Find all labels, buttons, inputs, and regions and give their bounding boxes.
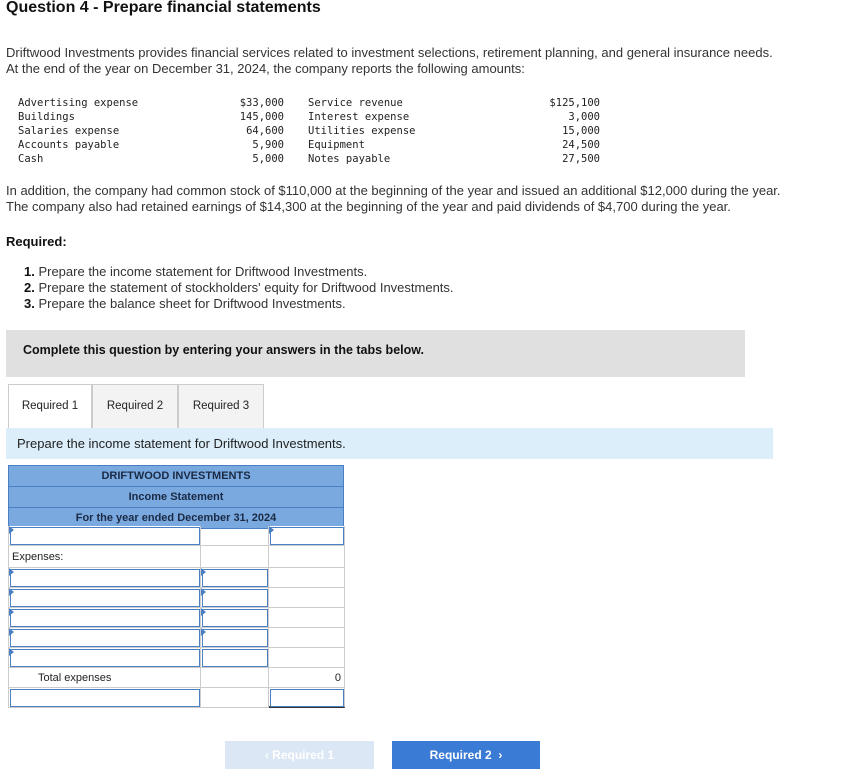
amount-cell [269, 628, 345, 648]
chevron-right-icon: › [495, 748, 503, 762]
required-item: 2. Prepare the statement of stockholders' equity for Driftwood Investments. [24, 280, 454, 295]
amount-label: Salaries expense [18, 125, 120, 137]
amount-label: Advertising expense [18, 97, 139, 109]
total-expenses-cell [269, 668, 345, 688]
amount-label: Buildings [18, 111, 75, 123]
amount-value: 27,500 [562, 153, 600, 165]
amount-value: 145,000 [239, 111, 284, 123]
amount-cell [269, 568, 345, 588]
required-item: 1. Prepare the income statement for Driftwood Investments. [24, 264, 368, 279]
account-select[interactable] [9, 688, 201, 708]
amount-label: Interest expense [308, 111, 410, 123]
expenses-label-cell [9, 546, 201, 568]
amount-cell [269, 608, 345, 628]
table-row [8, 688, 344, 708]
table-row [8, 526, 344, 546]
statement-grid [8, 526, 344, 708]
account-select[interactable] [9, 588, 201, 608]
amount-value: 64,600 [246, 125, 284, 137]
required-heading: Required: [6, 234, 67, 249]
total-expenses-label: Total expenses [38, 672, 112, 684]
amount-value: 3,000 [568, 111, 600, 123]
tab-required-1[interactable]: Required 1 [8, 384, 92, 430]
amount-input[interactable] [269, 526, 345, 546]
amount-cell [201, 546, 269, 568]
amount-input[interactable] [201, 628, 269, 648]
additional-line-2: The company also had retained earnings of $14,300 at the beginning of the year and paid dividends of $4,700 during the year. [6, 199, 731, 214]
question-title: Question 4 - Prepare financial statements [6, 0, 321, 16]
table-row [8, 568, 344, 588]
amount-cell [269, 588, 345, 608]
tab-required-2[interactable]: Required 2 [92, 384, 178, 429]
income-statement [8, 465, 344, 684]
table-row [8, 546, 344, 568]
prev-button-label: Required 1 [272, 748, 335, 762]
amount-label: Equipment [308, 139, 365, 151]
chevron-left-icon: ‹ [264, 748, 269, 762]
amount-cell [269, 648, 345, 668]
amount-cell [201, 688, 269, 708]
next-button[interactable] [392, 741, 540, 769]
intro-line-1: Driftwood Investments provides financial services related to investment selections, retirement planning, and general insurance needs. [6, 45, 773, 60]
company-name: DRIFTWOOD INVESTMENTS [9, 466, 343, 487]
table-row [8, 588, 344, 608]
amount-label: Utilities expense [308, 125, 416, 137]
intro-line-2: At the end of the year on December 31, 2024, the company reports the following amounts: [6, 61, 525, 76]
amount-cell [201, 668, 269, 688]
additional-line-1: In addition, the company had common stock of $110,000 at the beginning of the year and issued an additional $12,000 during the year. [6, 183, 781, 198]
total-expenses-value: 0 [334, 672, 341, 684]
account-select[interactable] [9, 568, 201, 588]
amount-label: Service revenue [308, 97, 403, 109]
amount-label: Notes payable [308, 153, 391, 165]
amount-value: $33,000 [239, 97, 284, 109]
amount-input[interactable] [201, 588, 269, 608]
table-row [8, 648, 344, 668]
required-list [24, 264, 454, 312]
statement-header [8, 465, 344, 529]
expenses-label: Expenses: [12, 551, 64, 563]
amount-value: 5,000 [252, 153, 284, 165]
amount-input[interactable] [201, 608, 269, 628]
statement-name: Income Statement [9, 487, 343, 508]
next-button-label: Required 2 [429, 748, 492, 762]
additional-info [6, 183, 864, 215]
amount-input[interactable] [201, 568, 269, 588]
panel-instruction [6, 428, 773, 459]
account-select[interactable] [9, 526, 201, 546]
account-select[interactable] [9, 648, 201, 668]
table-row [8, 628, 344, 648]
banner-text: Complete this question by entering your answers in the tabs below. [23, 343, 424, 357]
intro-text [6, 45, 856, 77]
instruction-banner [6, 330, 745, 377]
account-select[interactable] [9, 628, 201, 648]
table-row [8, 608, 344, 628]
amount-label: Accounts payable [18, 139, 120, 151]
statement-period: For the year ended December 31, 2024 [9, 508, 343, 529]
required-item: 3. Prepare the balance sheet for Driftwood Investments. [24, 296, 346, 311]
tab-required-3[interactable]: Required 3 [178, 384, 264, 429]
amount-cell [269, 546, 345, 568]
amount-label: Cash [18, 153, 44, 165]
panel-instruction-text: Prepare the income statement for Driftwood Investments. [17, 436, 346, 451]
account-select[interactable] [9, 608, 201, 628]
amount-value: 5,900 [252, 139, 284, 151]
total-expenses-label-cell [9, 668, 201, 688]
amount-value: $125,100 [549, 97, 600, 109]
amount-value: 15,000 [562, 125, 600, 137]
amount-cell [201, 526, 269, 546]
prev-button[interactable] [225, 741, 374, 769]
table-row [8, 668, 344, 688]
amount-input[interactable] [201, 648, 269, 668]
amount-value: 24,500 [562, 139, 600, 151]
net-income-input[interactable] [269, 688, 345, 708]
